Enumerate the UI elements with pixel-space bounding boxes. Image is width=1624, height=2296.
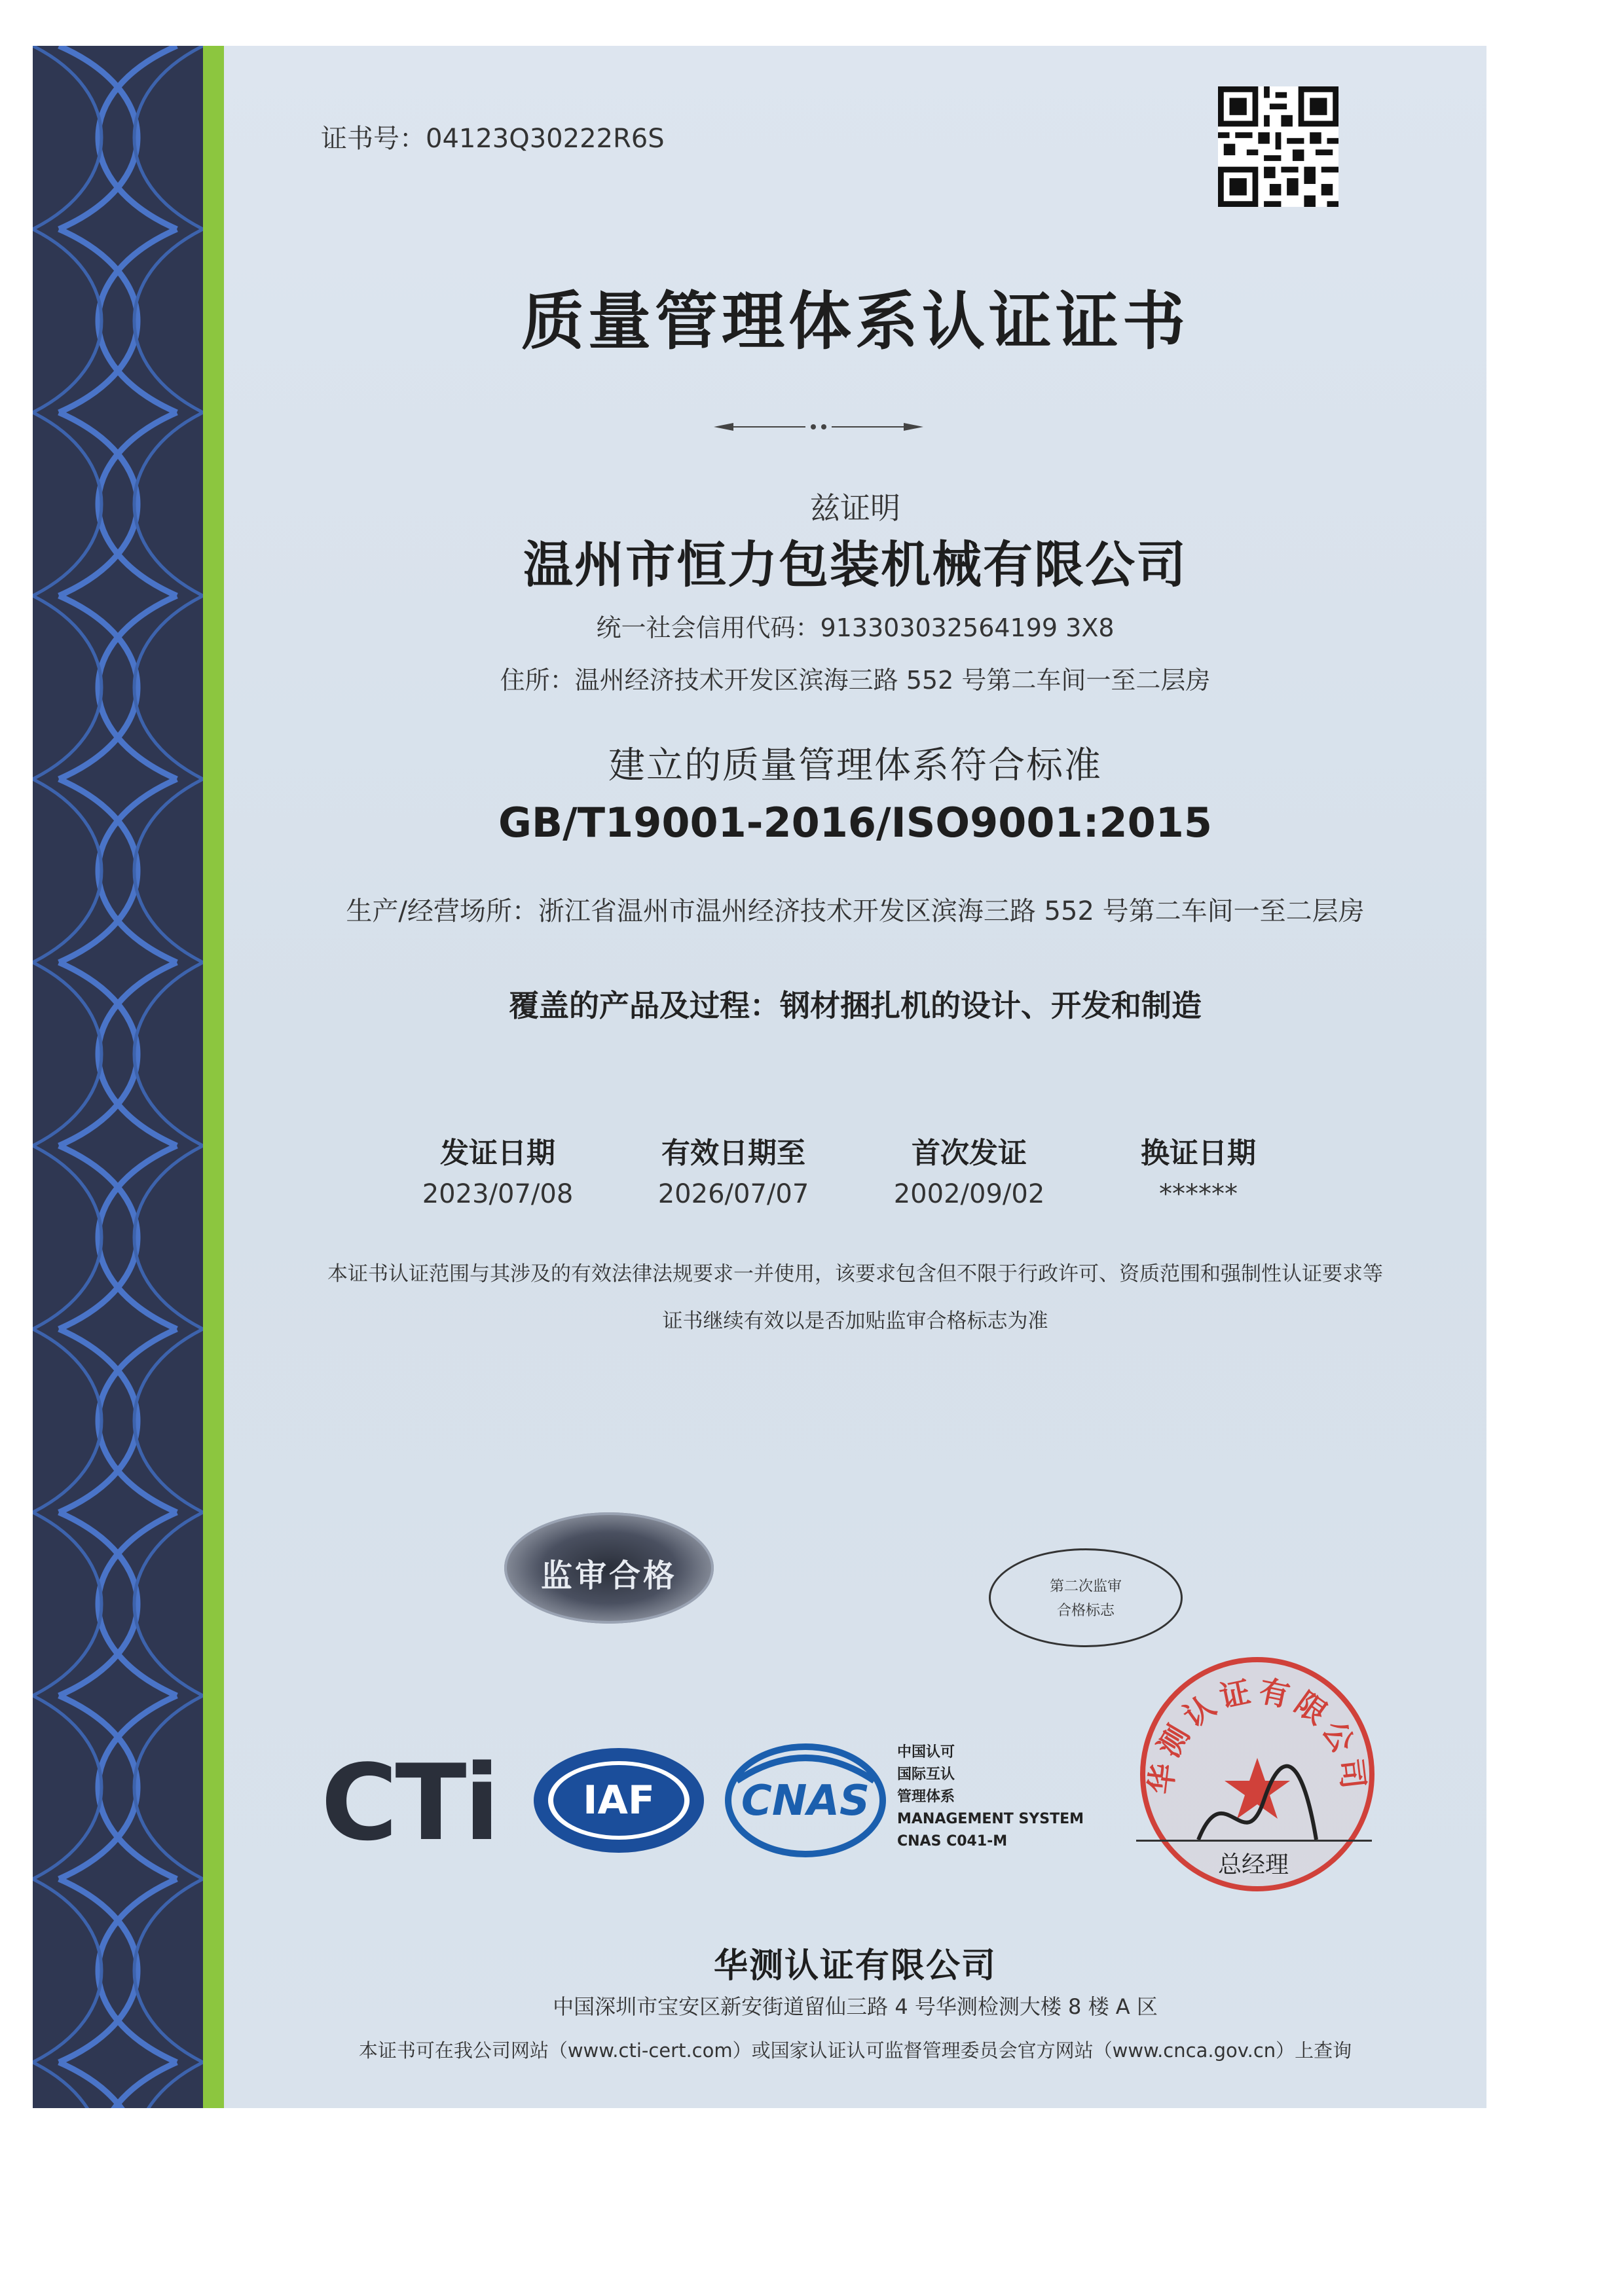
expiry-date-label: 有效日期至 bbox=[661, 1137, 805, 1170]
first-issue-date bbox=[871, 1129, 1067, 1209]
second-audit-mark bbox=[989, 1548, 1183, 1647]
accreditation-text bbox=[897, 1741, 1084, 1853]
renewal-date bbox=[1100, 1129, 1297, 1209]
notice-line-2: 证书继续有效以是否加贴监审合格标志为准 bbox=[662, 1309, 1048, 1333]
audit-mark-line-1: 第二次监审 bbox=[1049, 1578, 1122, 1595]
decorative-side-band bbox=[33, 46, 203, 2108]
credit-code: 统一社会信用代码：913303032564199 3X8 bbox=[596, 613, 1115, 642]
certification-scope: 覆盖的产品及过程：钢材捆扎机的设计、开发和制造 bbox=[509, 988, 1202, 1023]
standard-code: GB/T19001-2016/ISO9001:2015 bbox=[498, 799, 1213, 847]
expiry-date bbox=[635, 1129, 832, 1209]
accreditation-line-1: 中国认可 bbox=[897, 1744, 955, 1760]
ornament-divider bbox=[707, 419, 930, 435]
issue-date-label: 发证日期 bbox=[440, 1137, 555, 1170]
issuer-address: 中国深圳市宝安区新安街道留仙三路 4 号华测检测大楼 8 楼 A 区 bbox=[553, 1994, 1158, 2019]
qr-code-icon[interactable] bbox=[1218, 86, 1338, 207]
first-issue-date-label: 首次发证 bbox=[912, 1137, 1027, 1170]
certificate bbox=[33, 46, 1486, 2108]
issue-date-value: 2023/07/08 bbox=[422, 1179, 574, 1209]
cnas-logo-text: CNAS bbox=[741, 1777, 870, 1825]
business-site: 生产/经营场所：浙江省温州市温州经济技术开发区滨海三路 552 号第二车间一至二层房 bbox=[346, 896, 1365, 926]
audit-mark-line-2: 合格标志 bbox=[1056, 1603, 1115, 1619]
iaf-logo-icon bbox=[530, 1745, 707, 1856]
first-issue-date-value: 2002/09/02 bbox=[893, 1179, 1045, 1209]
iaf-logo-text: IAF bbox=[583, 1777, 655, 1823]
wave-pattern bbox=[33, 46, 203, 2108]
certificate-title: 质量管理体系认证证书 bbox=[521, 285, 1189, 358]
signature-line bbox=[1136, 1840, 1372, 1842]
accreditation-line-5: CNAS C041-M bbox=[897, 1833, 1008, 1850]
issuer-name: 华测认证有限公司 bbox=[713, 1946, 997, 1986]
certificate-number: 证书号：04123Q30222R6S bbox=[321, 124, 665, 154]
issue-date bbox=[399, 1129, 596, 1209]
renewal-date-label: 换证日期 bbox=[1141, 1137, 1256, 1170]
green-stripe bbox=[203, 46, 224, 2108]
expiry-date-value: 2026/07/07 bbox=[657, 1179, 809, 1209]
standard-intro: 建立的质量管理体系符合标准 bbox=[608, 744, 1102, 787]
accreditation-line-4: MANAGEMENT SYSTEM bbox=[897, 1811, 1084, 1827]
certify-label: 兹证明 bbox=[810, 490, 900, 526]
accreditation-line-2: 国际互认 bbox=[897, 1766, 955, 1783]
notice-line-1: 本证书认证范围与其涉及的有效法律法规要求一并使用，该要求包含但不限于行政许可、资质范围和强制性认证要求等 bbox=[327, 1262, 1383, 1286]
verification-note: 本证书可在我公司网站（www.cti-cert.com）或国家认证认可监督管理委员会官方网站（www.cnca.gov.cn）上查询 bbox=[358, 2039, 1352, 2062]
seal-text: 华测认证有限公司 bbox=[1143, 1673, 1372, 1796]
renewal-date-value: ****** bbox=[1159, 1179, 1238, 1209]
accreditation-line-3: 管理体系 bbox=[897, 1789, 955, 1805]
company-address: 住所：温州经济技术开发区滨海三路 552 号第二车间一至二层房 bbox=[500, 666, 1211, 695]
hologram-text: 监审合格 bbox=[540, 1558, 677, 1594]
cti-logo: CTi bbox=[321, 1741, 498, 1864]
cnas-logo-icon bbox=[724, 1741, 887, 1859]
company-name: 温州市恒力包装机械有限公司 bbox=[523, 536, 1187, 594]
hologram-audit-sticker bbox=[504, 1512, 714, 1624]
general-manager-label: 总经理 bbox=[1218, 1851, 1289, 1878]
